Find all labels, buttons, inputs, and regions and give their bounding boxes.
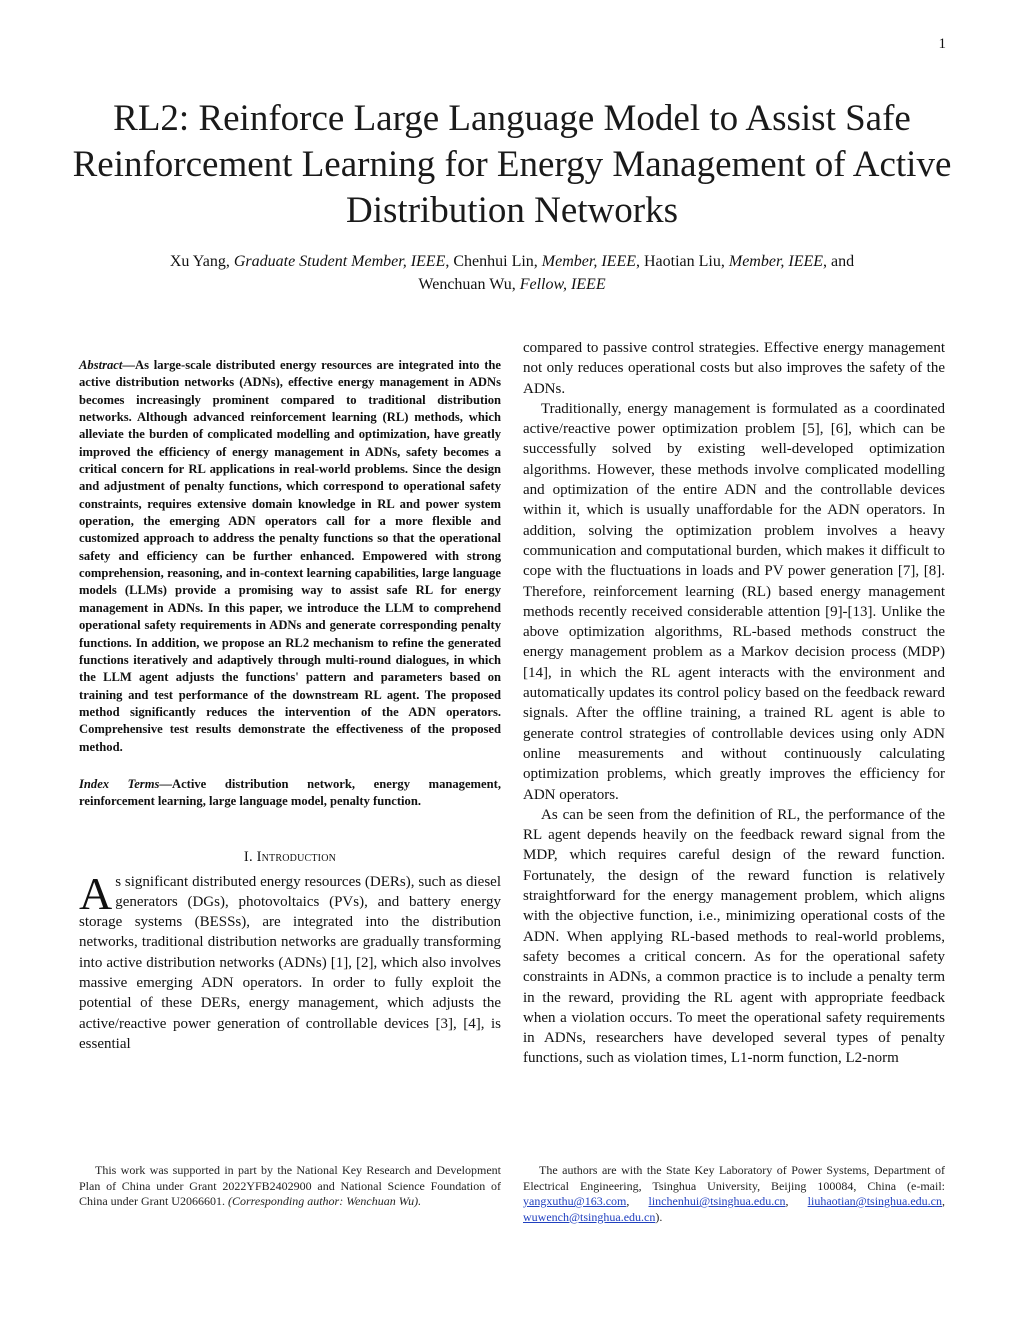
section-numeral: I. xyxy=(243,848,257,865)
footnote-funding xyxy=(79,1163,501,1210)
author-separator: , xyxy=(445,253,454,270)
author-role: Fellow, IEEE xyxy=(519,276,606,293)
author-separator: , xyxy=(635,253,644,270)
author-name: Chenhui Lin, xyxy=(453,253,542,270)
email-link[interactable]: yangxuthu@163.com xyxy=(523,1194,627,1208)
abstract-dash: — xyxy=(122,358,135,372)
footnote-affiliation xyxy=(523,1163,945,1225)
footnote-affiliation-text: The authors are with the State Key Laboratory of Power Systems, Department of Electrical Engineering, Tsinghua University, Beijing 100084, China (e-mail: xyxy=(523,1163,945,1193)
section-heading-introduction xyxy=(79,849,501,866)
email-separator: , xyxy=(626,1194,649,1208)
author-name: Haotian Liu, xyxy=(643,253,729,270)
abstract-label: Abstract xyxy=(79,358,123,372)
email-link[interactable]: liuhaotian@tsinghua.edu.cn xyxy=(807,1194,943,1208)
index-terms-text: Active distribution network, energy management, reinforcement learning, large language model, penalty function. xyxy=(79,776,501,809)
email-separator: , xyxy=(942,1194,946,1208)
author-name: Xu Yang, xyxy=(169,253,234,270)
author-role: Member, IEEE xyxy=(728,253,824,270)
footnote-corresponding-author: (Corresponding author: Wenchuan Wu). xyxy=(227,1194,422,1208)
author-separator: , and xyxy=(823,253,855,270)
right-column xyxy=(523,338,945,1069)
author-role: Graduate Student Member, IEEE xyxy=(233,253,446,270)
email-separator: , xyxy=(785,1194,808,1208)
author-list xyxy=(90,250,934,296)
paper-title: RL2: Reinforce Large Language Model to Assist Safe Reinforcement Learning for Energy Management of Active Distribution Networks xyxy=(72,98,952,231)
email-link[interactable]: wuwench@tsinghua.edu.cn xyxy=(523,1209,656,1224)
index-terms-dash: — xyxy=(159,776,172,791)
left-column xyxy=(79,357,501,1054)
intro-paragraph-1-text: s significant distributed energy resources (DERs), such as diesel generators (DGs), photovoltaics (PVs), and battery energy storage systems (BESSs), are integrated into the distribution networks, traditional distribution networks are gradually transforming into active distribution networks (ADNs) [1], [2], which also involves massive emerging ADN operators. In order to fully exploit the potential of these DERs, energy management, which adjusts the active/reactive power generation of controllable devices [3], [4], is essential xyxy=(79,873,501,1052)
section-title: Introduction xyxy=(256,848,337,865)
intro-paragraph-1-continued: compared to passive control strategies. Effective energy management not only reduces operational costs but also improves the safety of the ADNs. xyxy=(523,340,945,397)
email-link[interactable]: linchenhui@tsinghua.edu.cn xyxy=(648,1194,786,1208)
footnote-affiliation-end: ). xyxy=(655,1209,663,1224)
author-role: Member, IEEE xyxy=(541,253,636,270)
intro-paragraph-3: As can be seen from the definition of RL, the performance of the RL agent depends heavily on the feedback reward signal from the MDP, which requires careful design of the reward function. Fortunately, the design of the reward function is relatively straightforward for the energy management problem, which aligns with the objective function, i.e., minimizing operational costs of the ADN. When applying RL-based methods to real-world problems, safety becomes a critical concern. As for the operational safety constraints in ADNs, a common practice is to include a penalty term in the reward, providing the RL agent with appropriate feedback when a violation occurs. To meet the operational safety requirements in ADNs, researchers have developed several types of penalty functions, such as violation times, L1-norm function, L2-norm xyxy=(523,806,945,1067)
index-terms-label: Index Terms xyxy=(79,776,160,791)
author-name: Wenchuan Wu, xyxy=(418,276,520,293)
intro-paragraph-2: Traditionally, energy management is formulated as a coordinated active/reactive power optimization problem [5], [6], which can be successfully solved by existing well-developed optimization algorithms. However, these methods involve complicated modelling and optimization of the entire ADN and the controllable devices within it, which is usually unaffordable for the ADN operators. In addition, solving the optimization problem involves a heavy communication and computational burden, which makes it difficult to cope with the fluctuations in loads and PV power generation [7], [8]. Therefore, reinforcement learning (RL) based energy management methods recently received considerable attention [9]-[13]. Unlike the above optimization algorithms, RL-based methods construct the energy management problem as a Markov decision process (MDP) [14], in which the RL agent interacts with the environment and automatically updates its control policy based on the feedback reward signals. After the offline training, a trained RL agent is able to generate control strategies of controllable devices using only ADN online measurements and without continuously calculating optimization problems, which greatly improves the efficiency for ADN operators. xyxy=(523,400,945,803)
index-terms xyxy=(79,776,501,811)
abstract xyxy=(79,357,501,756)
abstract-text: As large-scale distributed energy resources are integrated into the active distribution networks (ADNs), effective energy management in ADNs becomes increasingly prominent compared to traditional distribution networks. Although advanced reinforcement learning (RL) methods, which alleviate the burden of complicated modelling and optimization, have greatly improved the efficiency of energy management in ADNs, safety becomes a critical concern for RL applications in real-world problems. Since the design and adjustment of penalty functions, which correspond to operational safety constraints, requires extensive domain knowledge in RL and power system operation, the emerging ADN operators call for a more flexible and customized approach to address the penalty functions so that the operational safety and efficiency can be further enhanced. Empowered with strong comprehension, reasoning, and in-context learning capabilities, large language models (LLMs) provide a promising way to assist safe RL for energy management in ADNs. In this paper, we introduce the LLM to comprehend operational safety requirements in ADNs and generate corresponding penalty functions. In addition, we propose an RL2 mechanism to refine the generated functions iteratively and adaptively through multi-round dialogues, in which the LLM agent adjusts the functions' pattern and parameters based on training and test performance of the downstream RL agent. The proposed method significantly reduces the intervention of the ADN operators. Comprehensive test results demonstrate the effectiveness of the proposed method. xyxy=(79,358,501,754)
intro-paragraph-1 xyxy=(79,867,501,1055)
page-number: 1 xyxy=(938,36,946,52)
drop-cap: A xyxy=(79,867,113,919)
footnote-funding-text: This work was supported in part by the National Key Research and Development Plan of China under Grant 2022YFB2402900 and National Science Foundation of China under Grant U2066601. xyxy=(79,1163,501,1208)
